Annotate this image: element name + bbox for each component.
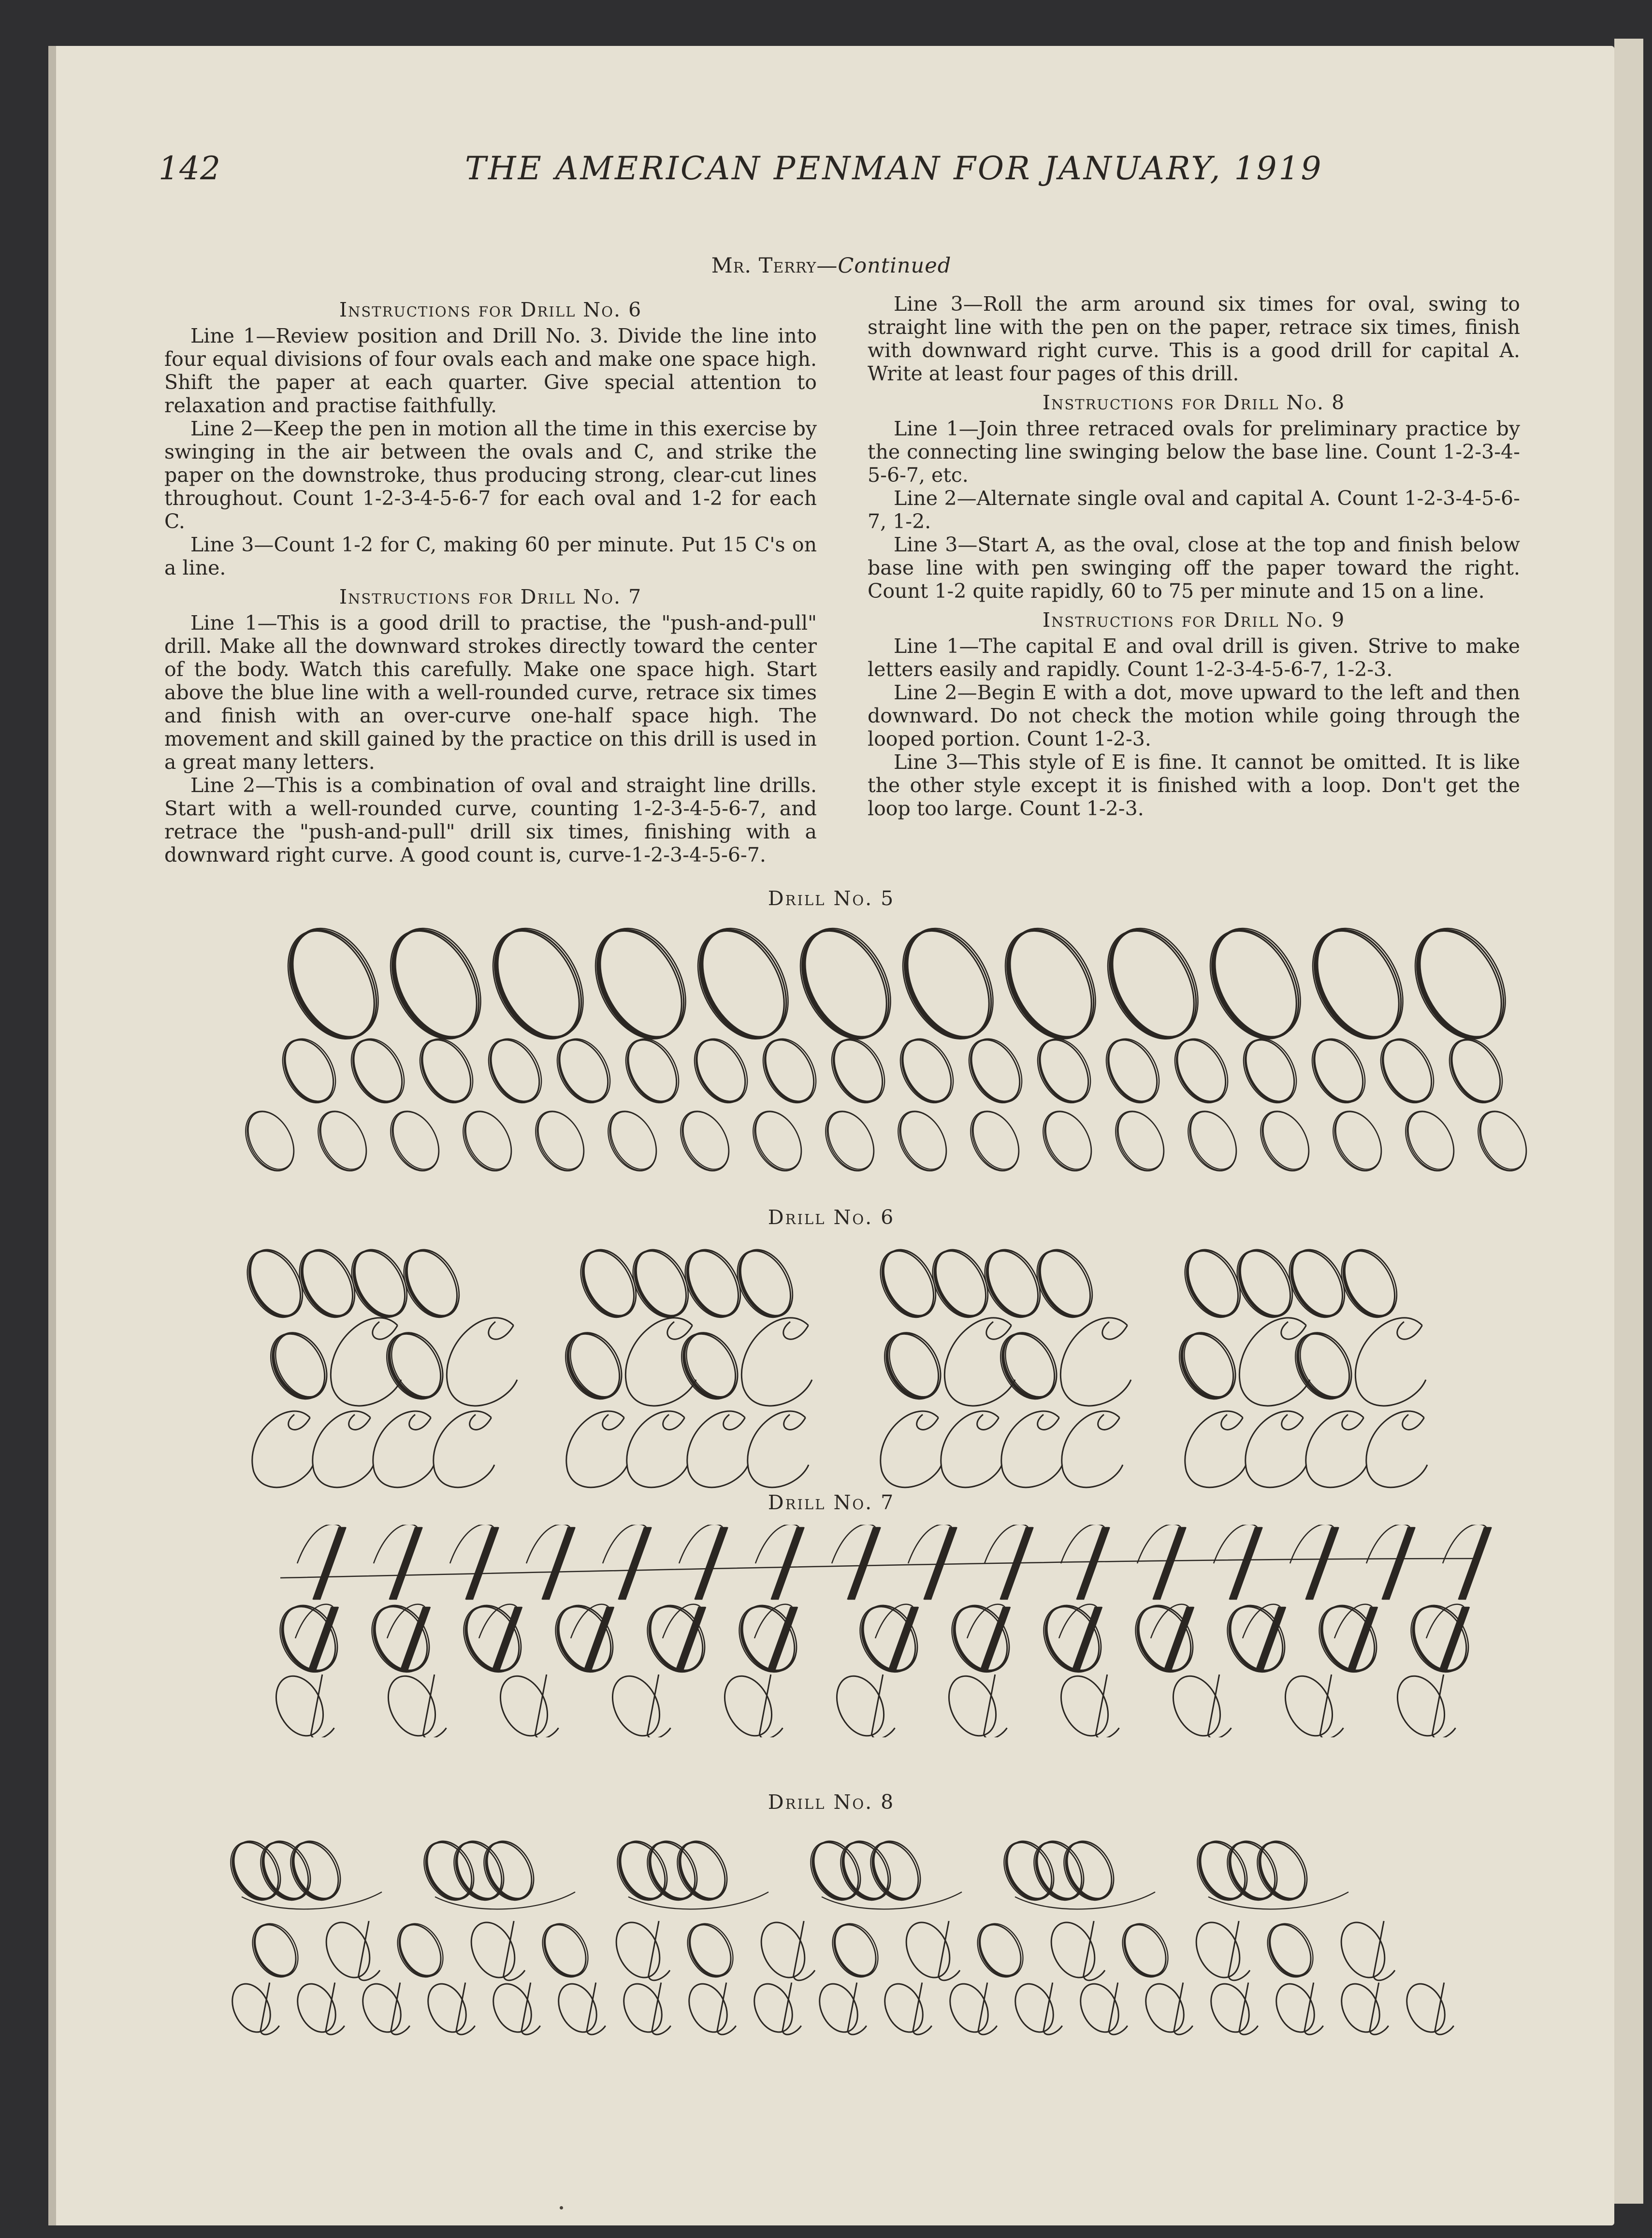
drill8-oval [1259,1916,1322,1984]
drill8-title: Drill No. 8 [768,1790,895,1814]
drill8-oval-a-specimens [48,1824,1614,2037]
drill6-oval [236,1241,313,1326]
drill5-medium-oval [1371,1030,1444,1112]
drill6-capital-c [566,1411,627,1487]
drill8-capital-a [1008,1978,1062,2037]
drill5-small-oval [598,1103,666,1179]
drill8-capital-a [318,1915,380,1984]
page-number: 142 [159,150,221,187]
drill5-small-oval [1323,1103,1391,1179]
drill5-medium-oval [959,1030,1032,1112]
drill6-oval [1169,1324,1246,1409]
drill5-medium-oval [1233,1030,1307,1112]
drill6-capital-c [687,1411,748,1487]
drill5-medium-oval [547,1030,621,1112]
page-gutter-shadow [48,46,56,2225]
drill7-connecting-line [280,1559,1474,1578]
drill7-push-pull-stroke [1290,1525,1338,1600]
drill5-large-oval [1193,921,1318,1054]
drill8-capital-a [1043,1915,1105,1984]
drill6-capital-c [1306,1411,1367,1487]
drill6-row2-oval-c [260,1318,1426,1408]
drill7-capital-a [491,1668,558,1737]
drill8-capital-a [420,1978,475,2037]
drill5-small-oval [236,1103,304,1179]
drill7-push-pull-stroke [1137,1525,1186,1600]
drill5-small-oval [1033,1103,1101,1179]
drill5-medium-oval [753,1030,826,1112]
drill5-medium-oval [1028,1030,1101,1112]
drill5-row2-medium-ovals [273,1030,1513,1112]
drill6-oval [393,1241,470,1326]
drill5-small-oval [743,1103,811,1179]
drill5-medium-oval [341,1030,415,1112]
drill5-small-oval [1106,1103,1174,1179]
drill8-capital-a [812,1978,866,2037]
left-column [164,292,817,866]
drill8-oval [1114,1916,1177,1984]
drill8-capital-a [1333,1915,1395,1984]
drill6-line2-text: Line 2—Keep the pen in motion all the time in this exercise by swinging in the air between the ovals and C, and strike the paper on the downstroke, thus producing strong, clear-cut lines throughout. Count 1-2-3-4-5-6-7 for each oval and 1-2 for each C. [164,417,817,533]
drill6-capital-c [1366,1411,1427,1487]
drill5-row1-large-ovals [271,921,1523,1054]
drill7-straight-stroke [875,1604,918,1670]
drill5-medium-oval [890,1030,964,1112]
drill5-large-oval [988,921,1113,1054]
drill6-oval [1278,1241,1355,1326]
drill5-medium-oval [684,1030,758,1112]
drill7-push-pull-stroke [1443,1525,1491,1600]
drill7-capital-a [715,1668,783,1737]
drill7-row1-push-pull [280,1525,1491,1600]
drill7-capital-a [827,1668,895,1737]
drill8-capital-a [753,1915,815,1984]
drill9-line2-text: Line 2—Begin E with a dot, move upward to the left and then downward. Do not check the motion while going through the looped portion. Count 1-2-3. [868,681,1520,751]
drill5-small-oval [888,1103,956,1179]
drill5-medium-oval [1165,1030,1238,1112]
drill8-capital-a [608,1915,670,1984]
drill7-push-pull-stroke [526,1525,575,1600]
page-header [48,150,1614,198]
drill5-medium-oval [822,1030,895,1112]
drill6-capital-c [627,1411,688,1487]
drill8-capital-a [877,1978,931,2037]
drill7-push-pull-stroke [908,1525,956,1600]
drill6-line3-text: Line 3—Count 1-2 for C, making 60 per minute. Put 15 C's on a line. [164,533,817,579]
drill8-capital-a [225,1978,279,2037]
drill5-large-oval [681,921,806,1054]
drill8-capital-a [1073,1978,1127,2037]
drill6-oval [260,1324,338,1409]
drill7-capital-a [940,1668,1007,1737]
drill6-oval [726,1241,803,1326]
drill6-capital-c [1355,1318,1426,1406]
drill6-oval [1226,1241,1303,1326]
drill7-row2-oval-straight [269,1596,1479,1681]
drill5-small-oval [308,1103,376,1179]
drill7-instructions-heading: Instructions for Drill No. 7 [339,585,642,608]
drill7-straight-stroke [754,1604,797,1670]
drill8-capital-a [747,1978,801,2037]
drill5-medium-oval [478,1030,552,1112]
drill8-oval [244,1916,307,1984]
drill8-capital-a [1203,1978,1258,2037]
drill7-straight-stroke [387,1604,430,1670]
drill5-small-oval [381,1103,449,1179]
drill5-row3-small-ovals [236,1103,1536,1179]
drill6-oval [289,1241,365,1326]
drill6-oval [869,1241,946,1326]
drill7-capital-a [267,1668,334,1737]
drill6-capital-c [313,1411,374,1487]
drill6-capital-c [1062,1411,1123,1487]
drill7-push-pull-stroke [450,1525,498,1600]
drill8-capital-a [1269,1978,1323,2037]
drill5-medium-oval [1439,1030,1513,1112]
drill8-row1-joined-ovals [221,1833,1348,1909]
drill7-straight-stroke [967,1604,1010,1670]
drill7-push-pull-stroke [603,1525,651,1600]
drill8-capital-a [486,1978,540,2037]
author-line [48,254,1614,278]
drill5-medium-oval [1096,1030,1170,1112]
drill9-line1-text: Line 1—The capital E and oval drill is given. Strive to make letters easily and rapidly. Count 1-2-3-4-5-6-7, 1-2-3. [868,635,1520,681]
drill7-straight-stroke [1243,1604,1286,1670]
drill7-straight-stroke [1426,1604,1469,1670]
drill6-oval [1026,1241,1103,1326]
drill5-small-oval [961,1103,1029,1179]
drill7-capital-a [1276,1668,1343,1737]
drill7-push-pull-stroke [374,1525,422,1600]
drill8-capital-a [1188,1915,1250,1984]
drill6-capital-c [1001,1411,1062,1487]
drill7-straight-stroke [1059,1604,1102,1670]
drill6-row1-ovals [236,1241,1407,1326]
drill5-title: Drill No. 5 [768,887,895,910]
drill5-large-oval [783,921,908,1054]
drill7-straight-stroke [663,1604,706,1670]
drill6-oval [555,1324,633,1409]
drill5-small-oval [1396,1103,1464,1179]
continued-label: Continued [838,254,952,278]
drill8-line1-text: Line 1—Join three retraced ovals for preliminary practice by the connecting line swinging below the base line. Count 1-2-3-4-5-6-7, etc. [868,417,1520,487]
drill7-line2-text: Line 2—This is a combination of oval and straight line drills. Start with a well-rounded curve, counting 1-2-3-4-5-6-7, and retrace the "push-and-pull" drill six times, finishing with a downward right curve. A good count is, curve-1-2-3-4-5-6-7. [164,774,817,866]
drill7-line1-text: Line 1—This is a good drill to practise, the "push-and-pull" drill. Make all the downward strokes directly toward the center of the body. Watch this carefully. Make one space high. Start above the blue line with a well-rounded curve, retrace six times and finish with an over-curve one-half space high. The movement and skill gained by the practice on this drill is used in a great many letters. [164,611,817,774]
drill8-oval [824,1916,887,1984]
drill6-capital-c [252,1411,313,1487]
drill6-capital-c [741,1318,812,1406]
drill7-push-pull-stroke [1366,1525,1415,1600]
drill7-push-pull-stroke [985,1525,1033,1600]
drill9-instructions-heading: Instructions for Drill No. 9 [1042,608,1346,632]
drill5-small-oval [816,1103,884,1179]
drill7-push-pull-stroke [832,1525,880,1600]
drill5-large-oval [1090,921,1216,1054]
drill8-capital-a [942,1978,997,2037]
drill5-small-oval [1251,1103,1319,1179]
drill8-capital-a [1399,1978,1453,2037]
drill5-small-oval [453,1103,521,1179]
drill6-oval [922,1241,999,1326]
drill8-oval [679,1916,742,1984]
drill5-medium-oval [1302,1030,1376,1112]
drill8-line2-text: Line 2—Alternate single oval and capital A. Count 1-2-3-4-5-6-7, 1-2. [868,487,1520,533]
drill7-push-pull-specimens [48,1525,1614,1737]
drill9-line3-text: Line 3—This style of E is fine. It cannot be omitted. It is like the other style except it is finished with a loop. Don't get the loop too large. Count 1-2-3. [868,751,1520,820]
drill7-capital-a [379,1668,446,1737]
drill6-oval [622,1241,699,1326]
drill8-capital-a [616,1978,670,2037]
drill6-oval-c-specimens [48,1240,1614,1491]
drill6-capital-c [373,1411,434,1487]
drill6-capital-c [1060,1318,1131,1406]
drill8-instructions-heading: Instructions for Drill No. 8 [1042,391,1346,414]
drill5-large-oval [1398,921,1523,1054]
drill6-oval [570,1241,647,1326]
running-title: THE AMERICAN PENMAN FOR JANUARY, 1919 [465,150,1323,187]
drill6-capital-c [434,1411,494,1487]
drill8-capital-a [355,1978,409,2037]
drill6-capital-c [941,1411,1002,1487]
drill7-push-pull-stroke [755,1525,804,1600]
drill7-straight-stroke [571,1604,614,1670]
drill7-straight-stroke [295,1604,338,1670]
drill8-oval [969,1916,1032,1984]
drill5-large-oval [476,921,601,1054]
drill8-capital-a [1138,1978,1192,2037]
drill5-medium-oval [273,1030,346,1112]
drill6-oval [974,1241,1051,1326]
drill8-row2-oval-and-a [244,1915,1395,1984]
right-column [868,292,1520,820]
drill8-oval [534,1916,597,1984]
drill8-capital-a [290,1978,344,2037]
drill7-line3-text: Line 3—Roll the arm around six times for oval, swing to straight line with the pen on the paper, retrace six times, finish with downward right curve. This is a good drill for capital A. Write at least four pages of this drill. [868,292,1520,385]
drill6-instructions-heading: Instructions for Drill No. 6 [339,298,642,321]
drill7-row3-capital-a-drill [267,1668,1455,1737]
drill8-capital-a [681,1978,736,2037]
drill5-large-oval [885,921,1011,1054]
author-separator: — [816,254,838,278]
drill5-large-oval [373,921,498,1054]
drill6-oval [341,1241,418,1326]
drill6-capital-c [1185,1411,1246,1487]
drill5-large-oval [271,921,396,1054]
drill7-capital-a [603,1668,670,1737]
drill7-push-pull-stroke [679,1525,727,1600]
drill6-capital-c [881,1411,942,1487]
drill5-medium-oval [410,1030,483,1112]
drill5-oval-specimens [48,921,1614,1191]
drill8-line3-text: Line 3—Start A, as the oval, close at the top and finish below base line with pen swinging off the paper toward the right. Count 1-2 quite rapidly, 60 to 75 per minute and 15 on a line. [868,533,1520,603]
drill6-oval [674,1241,751,1326]
drill6-capital-c [748,1411,809,1487]
drill5-medium-oval [616,1030,689,1112]
drill6-line1-text: Line 1—Review position and Drill No. 3. Divide the line into four equal divisions of four ovals each and make one space high. Shift the paper at each quarter. Give special attention to relaxation and practise faithfully. [164,324,817,417]
drill8-capital-a [1334,1978,1388,2037]
drill6-capital-c [1246,1411,1306,1487]
drill6-title: Drill No. 6 [768,1206,895,1229]
drill5-small-oval [1468,1103,1536,1179]
drill8-capital-a [463,1915,525,1984]
drill7-straight-stroke [479,1604,522,1670]
drill8-row3-capital-a [225,1978,1453,2037]
drill6-oval [874,1324,952,1409]
next-page-edge [1614,39,1643,2204]
drill8-capital-a [551,1978,605,2037]
drill7-capital-a [1388,1668,1455,1737]
drill5-small-oval [1178,1103,1246,1179]
drill7-straight-stroke [1334,1604,1377,1670]
drill5-large-oval [1295,921,1420,1054]
drill6-oval [1174,1241,1251,1326]
author-name: Mr. Terry [711,254,817,278]
drill8-capital-a [898,1915,960,1984]
drill7-title: Drill No. 7 [768,1491,895,1514]
drill7-capital-a [1164,1668,1231,1737]
drill5-large-oval [578,921,703,1054]
ink-speck [560,2206,563,2209]
drill5-small-oval [671,1103,739,1179]
magazine-page [48,46,1614,2225]
drill7-straight-stroke [1151,1604,1194,1670]
drill5-small-oval [526,1103,594,1179]
drill8-oval [389,1916,452,1984]
drill6-capital-c [447,1318,517,1406]
drill7-capital-a [1052,1668,1119,1737]
drill6-row3-capital-c [252,1411,1427,1487]
drill7-push-pull-stroke [297,1525,346,1600]
drill7-push-pull-stroke [1214,1525,1262,1600]
drill6-oval [1331,1241,1407,1326]
